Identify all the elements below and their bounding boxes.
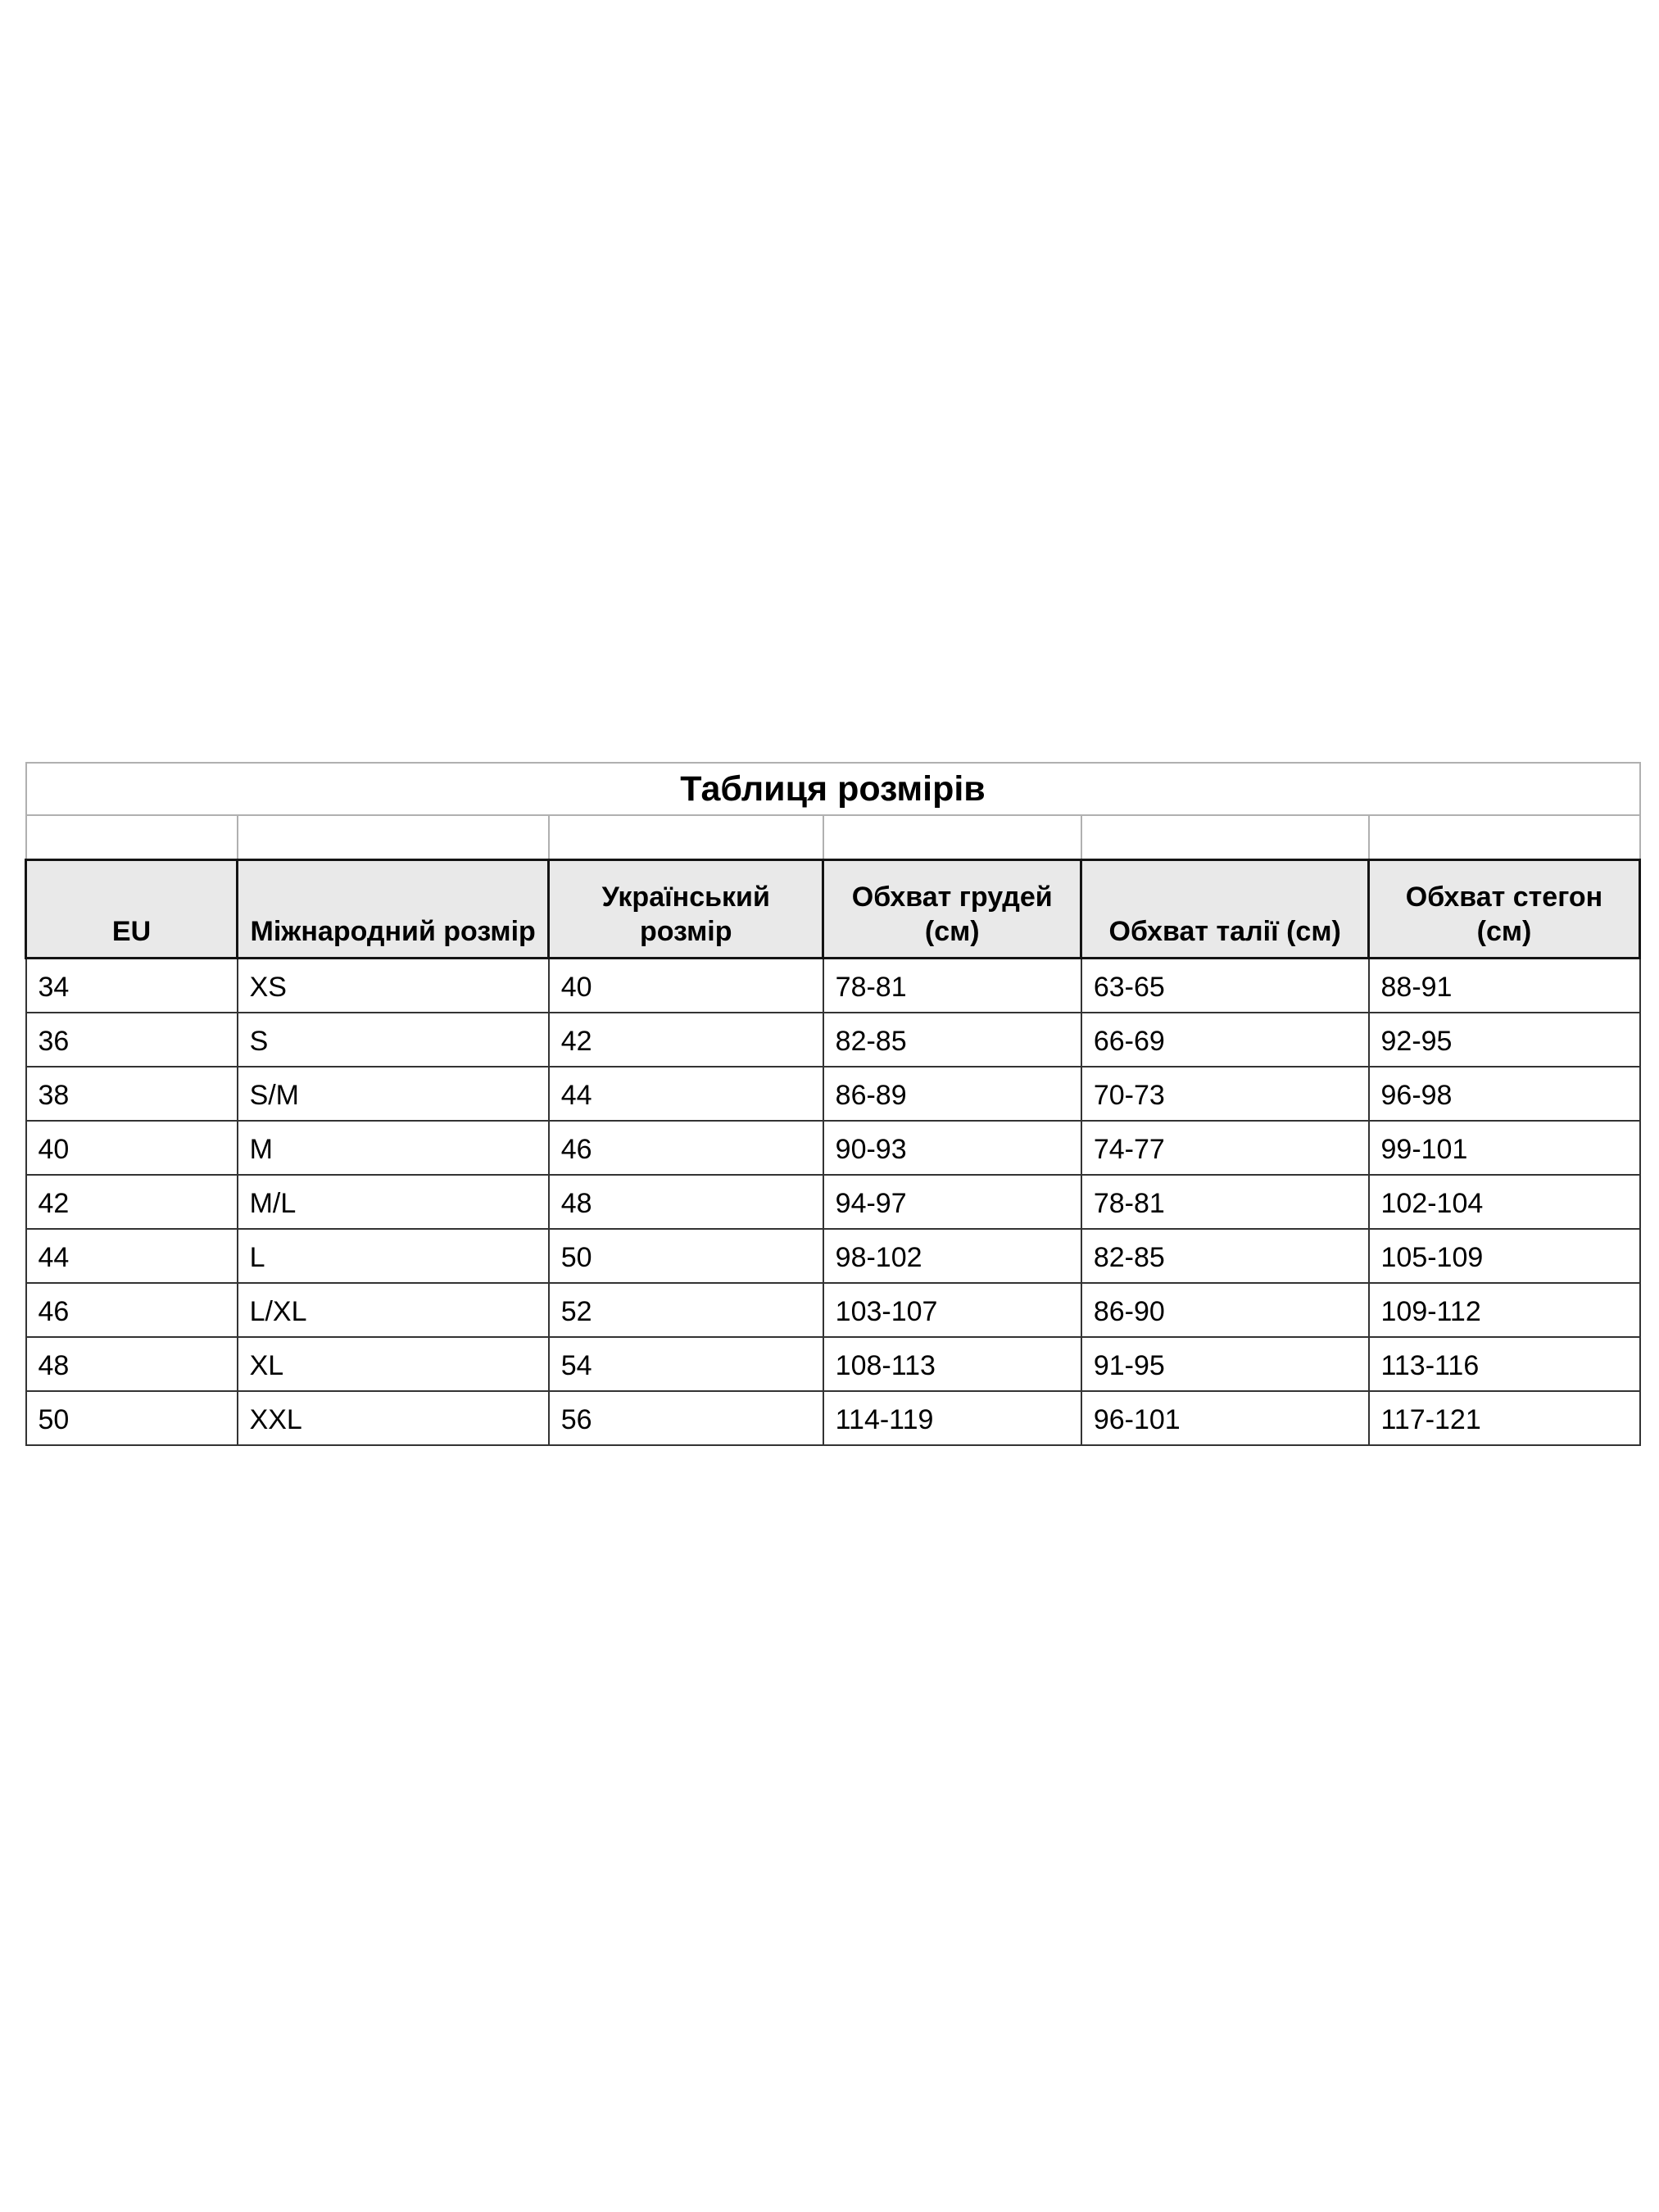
cell-chest: 103-107 <box>823 1283 1081 1337</box>
column-header-hips: Обхват стегон (см) <box>1369 860 1640 959</box>
cell-chest: 98-102 <box>823 1229 1081 1283</box>
table-row <box>26 1337 1640 1391</box>
cell-hips: 113-116 <box>1369 1337 1640 1391</box>
cell-international-size: M/L <box>238 1175 549 1229</box>
cell-ukrainian-size: 50 <box>549 1229 823 1283</box>
column-header-ukrainian-size: Український розмір <box>549 860 823 959</box>
cell-hips: 96-98 <box>1369 1067 1640 1121</box>
cell-international-size: L <box>238 1229 549 1283</box>
cell-hips: 88-91 <box>1369 959 1640 1013</box>
cell-waist: 70-73 <box>1081 1067 1369 1121</box>
cell-chest: 108-113 <box>823 1337 1081 1391</box>
cell-hips: 102-104 <box>1369 1175 1640 1229</box>
cell-ukrainian-size: 54 <box>549 1337 823 1391</box>
cell-ukrainian-size: 40 <box>549 959 823 1013</box>
cell-ukrainian-size: 42 <box>549 1013 823 1067</box>
column-header-international-size: Міжнародний розмір <box>238 860 549 959</box>
column-header-eu: EU <box>26 860 238 959</box>
cell-chest: 78-81 <box>823 959 1081 1013</box>
header-row <box>26 860 1640 959</box>
spacer-cell <box>549 815 823 860</box>
cell-ukrainian-size: 44 <box>549 1067 823 1121</box>
cell-international-size: L/XL <box>238 1283 549 1337</box>
cell-chest: 86-89 <box>823 1067 1081 1121</box>
table-title: Таблиця розмірів <box>26 763 1640 815</box>
cell-eu: 38 <box>26 1067 238 1121</box>
table-row <box>26 1067 1640 1121</box>
table-row <box>26 1013 1640 1067</box>
cell-eu: 34 <box>26 959 238 1013</box>
cell-international-size: XL <box>238 1337 549 1391</box>
size-chart-sheet <box>25 762 1641 1446</box>
title-row <box>26 763 1640 815</box>
cell-waist: 91-95 <box>1081 1337 1369 1391</box>
table-row <box>26 1229 1640 1283</box>
cell-waist: 66-69 <box>1081 1013 1369 1067</box>
table-row <box>26 1391 1640 1445</box>
cell-international-size: S/M <box>238 1067 549 1121</box>
cell-eu: 36 <box>26 1013 238 1067</box>
cell-ukrainian-size: 48 <box>549 1175 823 1229</box>
cell-ukrainian-size: 56 <box>549 1391 823 1445</box>
cell-waist: 96-101 <box>1081 1391 1369 1445</box>
cell-international-size: M <box>238 1121 549 1175</box>
cell-eu: 46 <box>26 1283 238 1337</box>
cell-chest: 82-85 <box>823 1013 1081 1067</box>
cell-eu: 48 <box>26 1337 238 1391</box>
table-row <box>26 1121 1640 1175</box>
table-row <box>26 959 1640 1013</box>
cell-ukrainian-size: 46 <box>549 1121 823 1175</box>
spacer-cell <box>238 815 549 860</box>
cell-chest: 114-119 <box>823 1391 1081 1445</box>
column-header-waist: Обхват талії (см) <box>1081 860 1369 959</box>
cell-hips: 117-121 <box>1369 1391 1640 1445</box>
cell-eu: 40 <box>26 1121 238 1175</box>
table-row <box>26 1175 1640 1229</box>
cell-hips: 105-109 <box>1369 1229 1640 1283</box>
cell-ukrainian-size: 52 <box>549 1283 823 1337</box>
cell-eu: 50 <box>26 1391 238 1445</box>
cell-international-size: XXL <box>238 1391 549 1445</box>
size-table <box>25 762 1641 1446</box>
cell-waist: 82-85 <box>1081 1229 1369 1283</box>
cell-hips: 92-95 <box>1369 1013 1640 1067</box>
table-row <box>26 1283 1640 1337</box>
spacer-cell <box>26 815 238 860</box>
cell-international-size: XS <box>238 959 549 1013</box>
cell-waist: 74-77 <box>1081 1121 1369 1175</box>
cell-international-size: S <box>238 1013 549 1067</box>
cell-hips: 99-101 <box>1369 1121 1640 1175</box>
spacer-row <box>26 815 1640 860</box>
spacer-cell <box>1369 815 1640 860</box>
cell-chest: 90-93 <box>823 1121 1081 1175</box>
cell-waist: 78-81 <box>1081 1175 1369 1229</box>
cell-eu: 42 <box>26 1175 238 1229</box>
cell-hips: 109-112 <box>1369 1283 1640 1337</box>
spacer-cell <box>823 815 1081 860</box>
column-header-chest: Обхват грудей (см) <box>823 860 1081 959</box>
cell-chest: 94-97 <box>823 1175 1081 1229</box>
spacer-cell <box>1081 815 1369 860</box>
cell-waist: 63-65 <box>1081 959 1369 1013</box>
cell-eu: 44 <box>26 1229 238 1283</box>
cell-waist: 86-90 <box>1081 1283 1369 1337</box>
